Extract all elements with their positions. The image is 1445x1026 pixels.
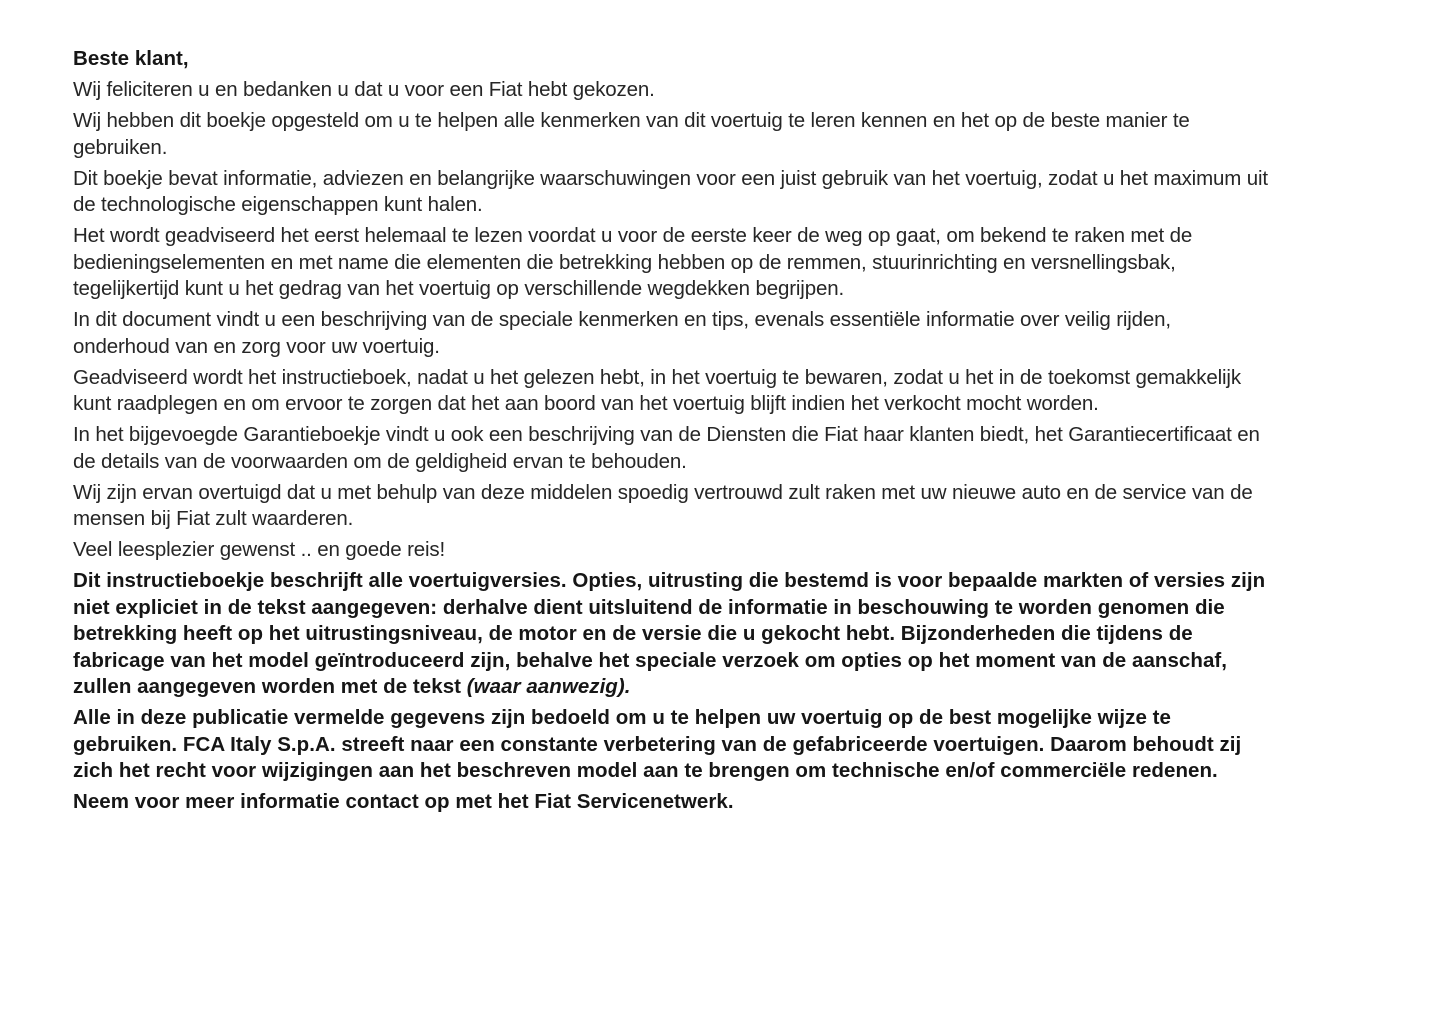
versions-notice-text: Dit instructieboekje beschrijft alle voertuigversies. Opties, uitrusting die bestemd is voor bepaalde markten of versies zijn niet expliciet in de tekst aangegeven: derhalve dient uitsluitend de informatie in beschouwing te worden genomen die betrekking heeft op het uitrustingsniveau, de motor en de versie die u gekocht hebt. Bijzonderheden die tijdens de fabricage van het model geïntroduceerd zijn, behalve het speciale verzoek om opties op het moment van de aanschaf, zullen aangegeven worden met de tekst bbox=[73, 569, 1266, 698]
intro-paragraph: In dit document vindt u een beschrijving van de speciale kenmerken en tips, evenals essentiële informatie over veilig rijden, onderhoud van en zorg voor uw voertuig. bbox=[73, 308, 1171, 358]
intro-paragraph: In het bijgevoegde Garantieboekje vindt u ook een beschrijving van de Diensten die Fiat haar klanten biedt, het Garantiecertificaat en de details van de voorwaarden om de geldigheid ervan te behouden. bbox=[73, 423, 1260, 473]
intro-paragraph: Geadviseerd wordt het instructieboek, nadat u het gelezen hebt, in het voertuig te bewaren, zodat u het in de toekomst gemakkelijk kunt raadplegen en om ervoor te zorgen dat het aan boord van het voertuig blijft indien het verkocht mocht worden. bbox=[73, 365, 1241, 415]
intro-paragraph: Wij hebben dit boekje opgesteld om u te helpen alle kenmerken van dit voertuig te leren kennen en het op de beste manier te gebruiken. bbox=[73, 109, 1190, 159]
contact-notice: Neem voor meer informatie contact op met het Fiat Servicenetwerk. bbox=[73, 790, 734, 813]
data-disclaimer: Alle in deze publicatie vermelde gegevens zijn bedoeld om u te helpen uw voertuig op de best mogelijke wijze te gebruiken. FCA Italy S.p.A. streeft naar een constante verbetering van de gefabriceerde voertuigen. Daarom behoudt zij zich het recht voor wijzigingen aan het beschreven model aan te brengen om technische en/of commerciële redenen. bbox=[73, 706, 1242, 782]
intro-paragraph: Wij zijn ervan overtuigd dat u met behulp van deze middelen spoedig vertrouwd zult raken met uw nieuwe auto en de service van de mensen bij Fiat zult waarderen. bbox=[73, 480, 1253, 530]
intro-paragraph: Wij feliciteren u en bedanken u dat u voor een Fiat hebt gekozen. bbox=[73, 78, 655, 101]
intro-paragraph: Dit boekje bevat informatie, adviezen en belangrijke waarschuwingen voor een juist gebruik van het voertuig, zodat u het maximum uit de technologische eigenschappen kunt halen. bbox=[73, 166, 1268, 216]
versions-notice bbox=[73, 568, 1273, 701]
document-page bbox=[73, 46, 1273, 820]
closing-wish: Veel leesplezier gewenst .. en goede reis! bbox=[73, 538, 446, 561]
intro-paragraph: Het wordt geadviseerd het eerst helemaal te lezen voordat u voor de eerste keer de weg op gaat, om bekend te raken met de bedieningselementen en met name die elementen die betrekking hebben op de remmen, stuurinrichting en versnellingsbak, tegelijkertijd kunt u het gedrag van het voertuig op verschillende wegdekken begrijpen. bbox=[73, 224, 1193, 300]
greeting: Beste klant, bbox=[73, 47, 189, 70]
versions-notice-italic: (waar aanwezig). bbox=[466, 675, 631, 698]
